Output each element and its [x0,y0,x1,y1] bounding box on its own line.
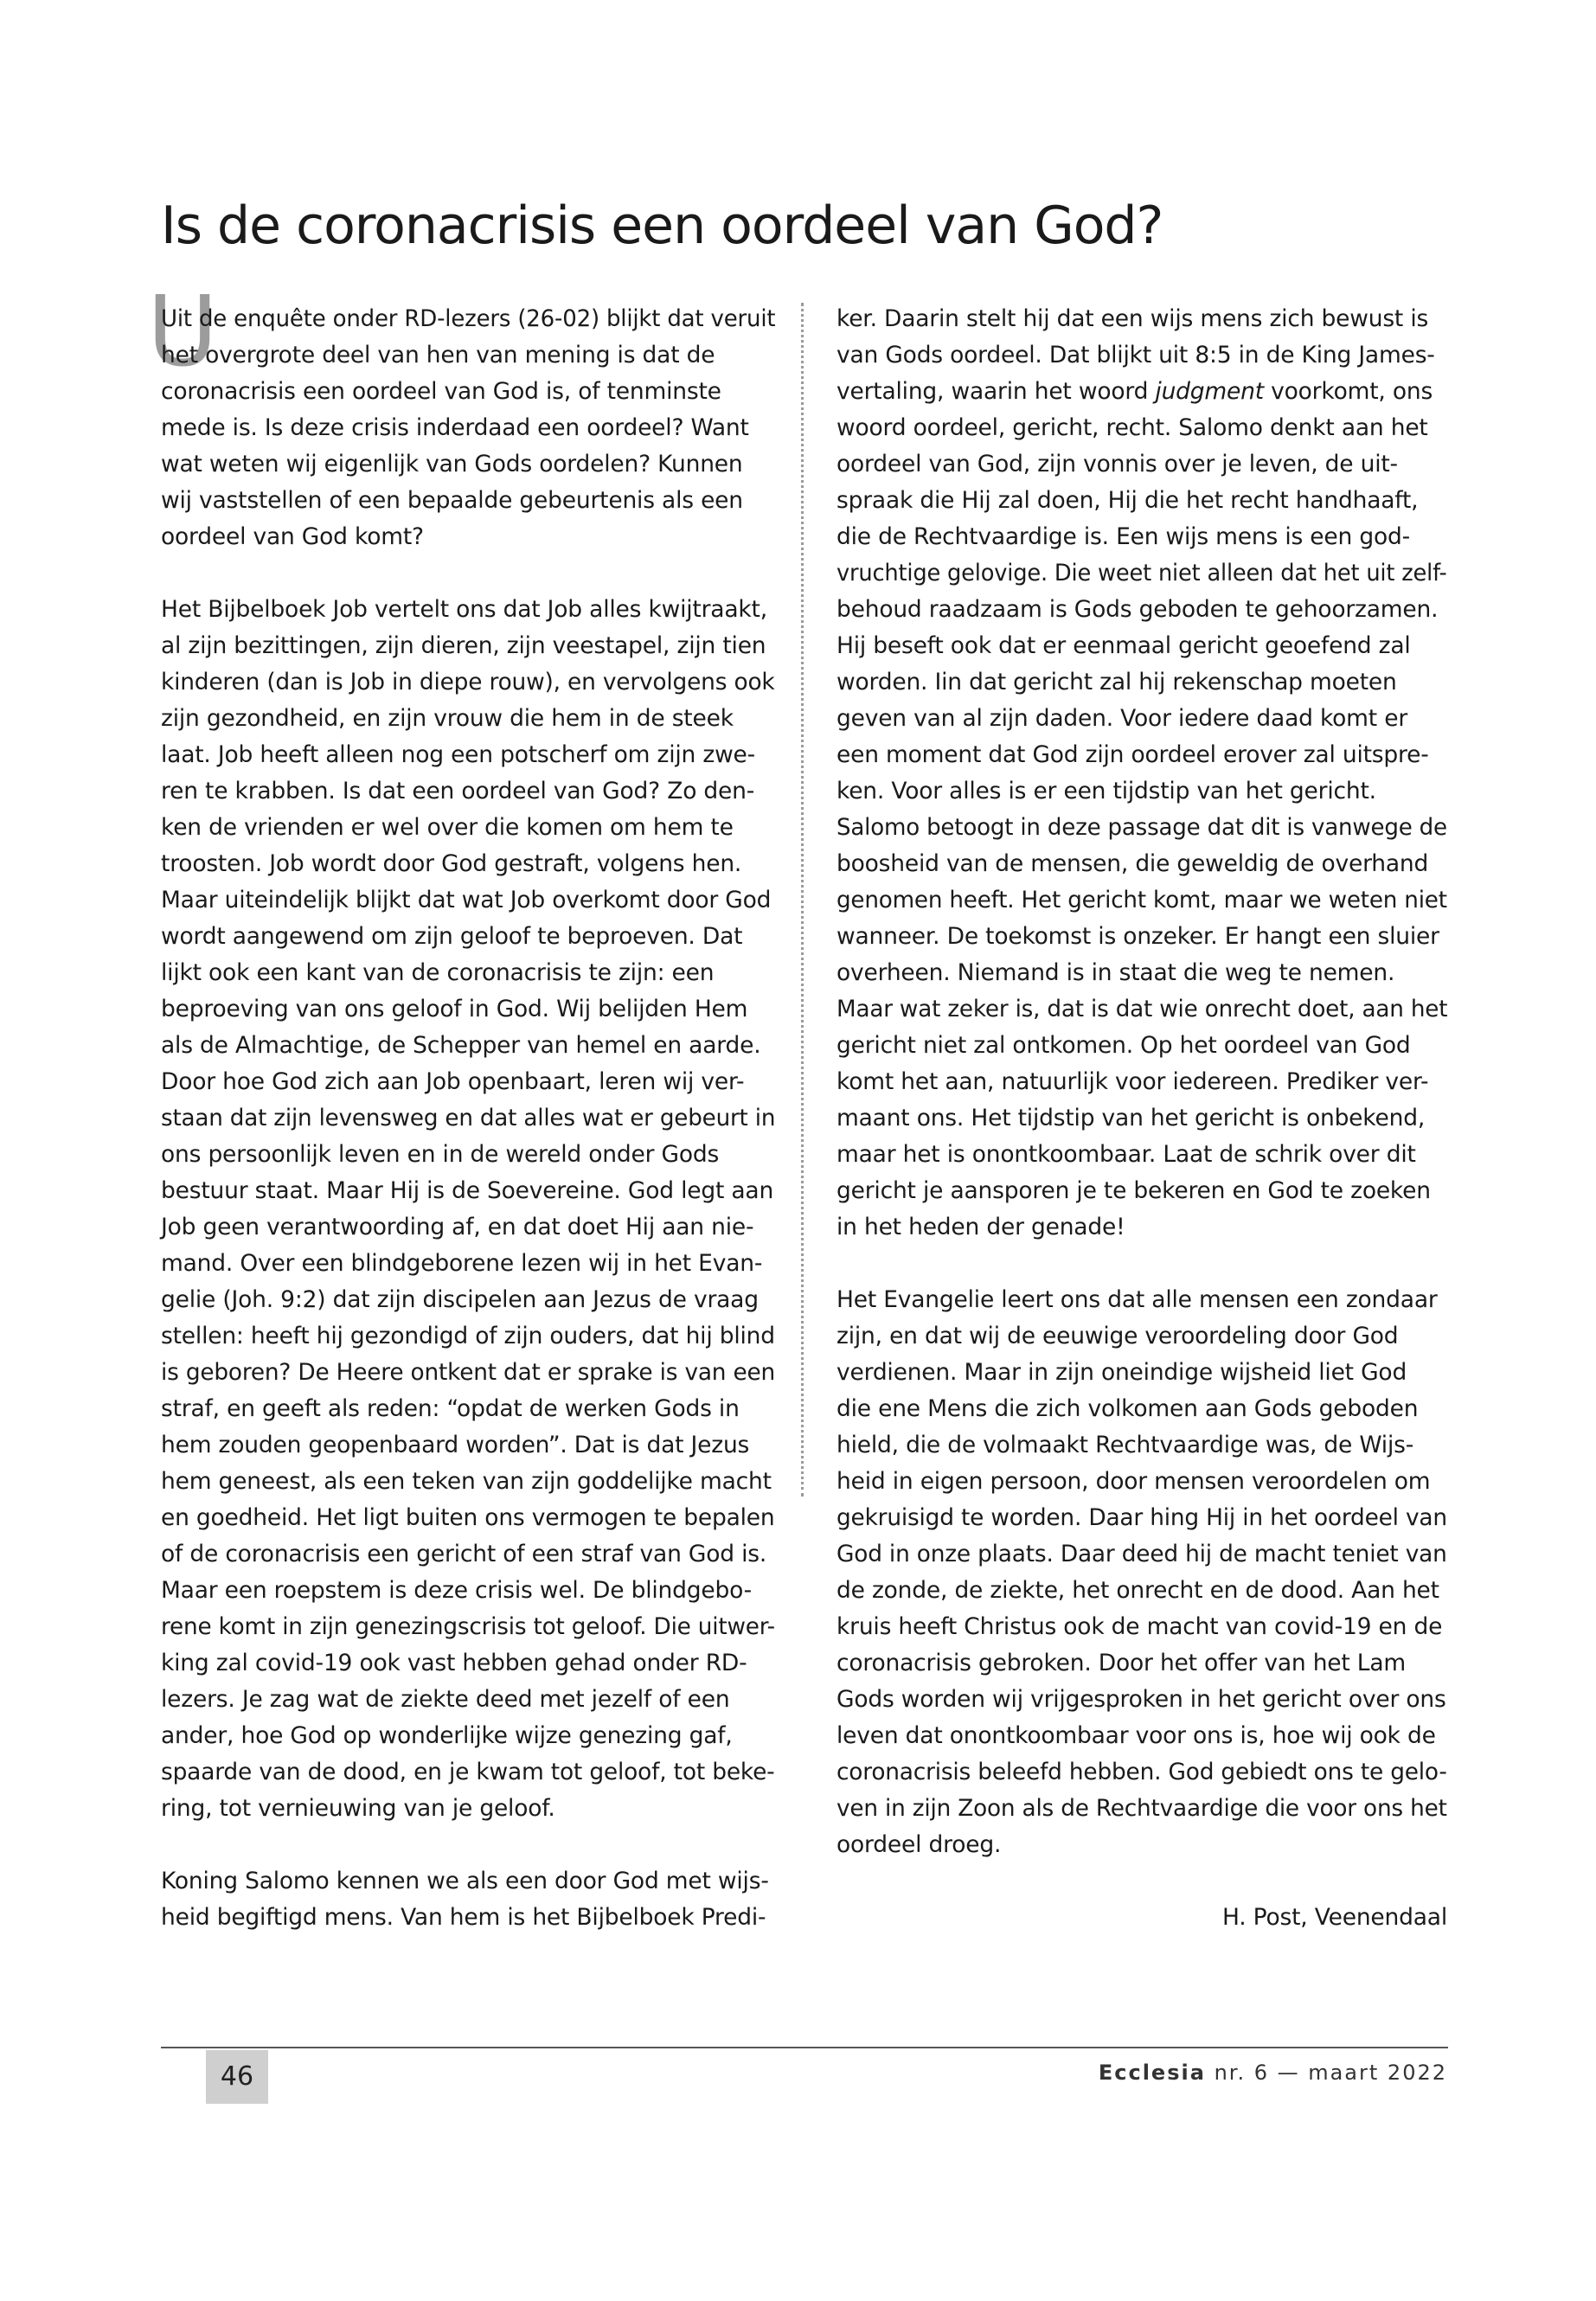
drop-cap: U [147,276,218,388]
text-line: een moment dat God zijn oordeel erover zal uitspre- [836,741,1429,768]
text-line: Hij beseft ook dat er eenmaal gericht geoefend zal [836,632,1411,659]
text-line: God in onze plaats. Daar deed hij de macht teniet van [836,1541,1447,1567]
text-line: mand. Over een blindgeborene lezen wij in het Evan- [161,1250,763,1277]
emphasis: judgment [1155,378,1264,405]
text-line: zijn, en dat wij de eeuwige veroordeling door God [836,1323,1399,1349]
text-line: heid begiftigd mens. Van hem is het Bijbelboek Predi- [161,1904,766,1931]
text-line: ven in zijn Zoon als de Rechtvaardige die voor ons het [836,1795,1447,1822]
paragraph-gap [836,1246,1447,1282]
text-line: al zijn bezittingen, zijn dieren, zijn veestapel, zijn tien [161,632,766,659]
text-line: oordeel van God komt? [161,523,424,550]
text-line: coronacrisis een oordeel van God is, of tenminste [161,378,721,405]
text-line: van Gods oordeel. Dat blijkt uit 8:5 in de King James- [836,342,1435,369]
text-line: komt het aan, natuurlijk voor iedereen. Prediker ver- [836,1068,1429,1095]
text-line: king zal covid-19 ook vast hebben gehad onder RD- [161,1650,747,1676]
column-divider [801,303,804,1497]
text-line: oordeel van God, zijn vonnis over je leven, de uit- [836,451,1398,478]
text-line: lijkt ook een kant van de coronacrisis te zijn: een [161,959,715,986]
text-line: coronacrisis gebroken. Door het offer van het Lam [836,1650,1407,1676]
text-line: spaarde van de dood, en je kwam tot geloof, tot beke- [161,1759,775,1785]
text-line: gericht je aansporen je te bekeren en God te zoeken [836,1177,1431,1204]
text-line: hem geneest, als een teken van zijn goddelijke macht [161,1468,772,1495]
text-line: die ene Mens die zich volkomen aan Gods geboden [836,1395,1419,1422]
text-line: wij vaststellen of een bepaalde gebeurtenis als een [161,487,743,514]
text-line: wat weten wij eigenlijk van Gods oordelen? Kunnen [161,451,743,478]
text-line: vertaling, waarin het woord judgment voorkomt, ons [836,378,1433,405]
text-line: behoud raadzaam is Gods geboden te gehoorzamen. [836,596,1439,623]
text-line: Salomo betoogt in deze passage dat dit is vanwege de [836,814,1447,841]
text-line: die de Rechtvaardige is. Een wijs mens is een god- [836,523,1410,550]
text-line: Gods worden wij vrijgesproken in het gericht over ons [836,1686,1446,1713]
text-line: of de coronacrisis een gericht of een straf van God is. [161,1541,767,1567]
text-line: bestuur staat. Maar Hij is de Soevereine. God legt aan [161,1177,774,1204]
text-line: Door hoe God zich aan Job openbaart, leren wij ver- [161,1068,745,1095]
text-line: zijn gezondheid, en zijn vrouw die hem in de steek [161,705,734,732]
text-line: wordt aangewend om zijn geloof te beproeven. Dat [161,923,743,950]
text-line: het overgrote deel van hen van mening is dat de [161,342,715,369]
text-line: de zonde, de ziekte, het onrecht en de dood. Aan het [836,1577,1439,1604]
text-line: laat. Job heeft alleen nog een potscherf om zijn zwe- [161,741,756,768]
text-line: ander, hoe God op wonderlijke wijze genezing gaf, [161,1722,733,1749]
text-line: Job geen verantwoording af, en dat doet Hij aan nie- [161,1214,754,1240]
text-line: Maar een roepstem is deze crisis wel. De blindgebo- [161,1577,752,1604]
text-line: Koning Salomo kennen we als een door God met wijs- [161,1868,769,1894]
text-line: geven van al zijn daden. Voor iedere daad komt er [836,705,1408,732]
magazine-name: Ecclesia [1098,2061,1206,2085]
text-line: maant ons. Het tijdstip van het gericht is onbekend, [836,1105,1426,1131]
text-line: straf, en geeft als reden: “opdat de werken Gods in [161,1395,740,1422]
text-line: ker. Daarin stelt hij dat een wijs mens zich bewust is [836,305,1429,332]
text-line: woord oordeel, gericht, recht. Salomo denkt aan het [836,414,1428,441]
text-line: is geboren? De Heere ontkent dat er sprake is van een [161,1359,775,1386]
text-line: gericht niet zal ontkomen. Op het oordeel van God [836,1032,1411,1059]
text-line: maar het is onontkoombaar. Laat de schrik over dit [836,1141,1416,1168]
text-line: troosten. Job wordt door God gestraft, volgens hen. [161,850,742,877]
paragraph-gap [161,555,775,592]
author-signature: H. Post, Veenendaal [1221,1904,1447,1931]
text-line: als de Almachtige, de Schepper van hemel en aarde. [161,1032,761,1059]
text-line: stellen: heeft hij gezondigd of zijn ouders, dat hij blind [161,1323,775,1349]
text-line: Maar uiteindelijk blijkt dat wat Job overkomt door God [161,887,772,913]
left-column [161,301,775,1936]
paragraph-gap [836,1863,1447,1900]
text-line: kruis heeft Christus ook de macht van covid-19 en de [836,1613,1443,1640]
text-line: ring, tot vernieuwing van je geloof. [161,1795,555,1822]
text-line: Het Evangelie leert ons dat alle mensen een zondaar [836,1286,1438,1313]
text-line: overheen. Niemand is in staat die weg te nemen. [836,959,1395,986]
text-line: Het Bijbelboek Job vertelt ons dat Job alles kwijtraakt, [161,596,767,623]
paragraph-gap [161,1827,775,1863]
text-line: rene komt in zijn genezingscrisis tot geloof. Die uitwer- [161,1613,775,1640]
text-line: Maar wat zeker is, dat is dat wie onrecht doet, aan het [836,996,1448,1022]
page-title: Is de coronacrisis een oordeel van God? [161,195,1163,256]
text-line: vruchtige gelovige. Die weet niet alleen dat het uit zelf- [836,560,1447,586]
text-line: oordeel droeg. [836,1831,1002,1858]
text-line: ken de vrienden er wel over die komen om hem te [161,814,734,841]
footer-rule [161,2047,1448,2048]
text-line: ren te krabben. Is dat een oordeel van God? Zo den- [161,778,755,804]
text-line: heid in eigen persoon, door mensen veroordelen om [836,1468,1431,1495]
text-line: coronacrisis beleefd hebben. God gebiedt ons te gelo- [836,1759,1447,1785]
text-line: mede is. Is deze crisis inderdaad een oordeel? Want [161,414,749,441]
text-line: en goedheid. Het ligt buiten ons vermogen te bepalen [161,1504,775,1531]
text-line: gelie (Joh. 9:2) dat zijn discipelen aan Jezus de vraag [161,1286,759,1313]
text-line: worden. Iin dat gericht zal hij rekenschap moeten [836,669,1397,695]
text-line: ken. Voor alles is er een tijdstip van het gericht. [836,778,1376,804]
text-line: boosheid van de mensen, die geweldig de overhand [836,850,1429,877]
right-column [836,301,1447,1936]
text-line: beproeving van ons geloof in God. Wij belijden Hem [161,996,748,1022]
text-line: genomen heeft. Het gericht komt, maar we weten niet [836,887,1447,913]
text-line: wanneer. De toekomst is onzeker. Er hangt een sluier [836,923,1439,950]
text-line: spraak die Hij zal doen, Hij die het recht handhaaft, [836,487,1419,514]
page-number-box [206,2050,268,2104]
text-line: kinderen (dan is Job in diepe rouw), en vervolgens ook [161,669,775,695]
text-line: gekruisigd te worden. Daar hing Hij in het oordeel van [836,1504,1447,1531]
issue-info: nr. 6 — maart 2022 [1214,2061,1447,2085]
text-line: in het heden der genade! [836,1214,1125,1240]
text-line: hield, die de volmaakt Rechtvaardige was, de Wijs- [836,1432,1414,1458]
text-line: hem zouden geopenbaard worden”. Dat is dat Jezus [161,1432,750,1458]
text-line: ons persoonlijk leven en in de wereld onder Gods [161,1141,720,1168]
page-number: 46 [220,2061,254,2092]
text-line: staan dat zijn levensweg en dat alles wat er gebeurt in [161,1105,776,1131]
text-line: Uit de enquête onder RD-lezers (26-02) blijkt dat veruit [161,305,776,332]
text-line: leven dat onontkoombaar voor ons is, hoe wij ook de [836,1722,1436,1749]
text-line: lezers. Je zag wat de ziekte deed met jezelf of een [161,1686,730,1713]
text-line: verdienen. Maar in zijn oneindige wijsheid liet God [836,1359,1407,1386]
footer-credit [1099,2061,1447,2085]
